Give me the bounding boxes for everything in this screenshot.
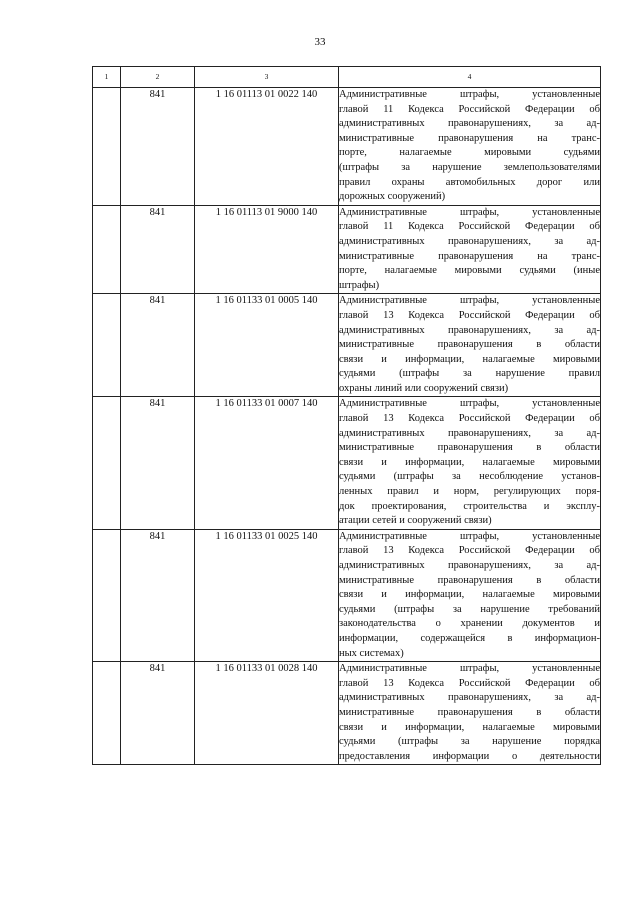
- header-col-2: 2: [121, 67, 195, 88]
- admin-code-cell: 841: [121, 529, 195, 661]
- row-col-1-cell: [93, 397, 121, 529]
- description-line: министративные правонарушения в области: [339, 339, 600, 351]
- description-line: Административные штрафы, установленные: [339, 530, 600, 542]
- description-line: связи и информации, налагаемые мировыми: [339, 456, 600, 468]
- description-line: министративные правонарушения в области: [339, 706, 600, 718]
- description-line: док проектирования, строительства и эксплу-: [339, 500, 600, 512]
- budget-codes-table: [92, 66, 601, 765]
- description-line: порте, налагаемые мировыми судьями: [339, 147, 600, 159]
- table-row: [93, 88, 601, 206]
- description-line: штрафы): [339, 279, 380, 291]
- description-line: главой 11 Кодекса Российской Федерации об: [339, 103, 600, 115]
- description-line: Административные штрафы, установленные: [339, 206, 600, 218]
- description-line: административных правонарушениях, за ад-: [339, 692, 600, 704]
- page-number: 33: [314, 36, 326, 48]
- budget-classification-code-cell: 1 16 01113 01 9000 140: [195, 205, 339, 294]
- budget-classification-code-cell: 1 16 01133 01 0007 140: [195, 397, 339, 529]
- description-line: административных правонарушениях, за ад-: [339, 118, 600, 130]
- description-line: главой 13 Кодекса Российской Федерации об: [339, 677, 600, 689]
- header-col-1: 1: [93, 67, 121, 88]
- description-line: порте, налагаемые мировыми судьями (иные: [339, 265, 600, 277]
- description-line: Административные штрафы, установленные: [339, 663, 600, 675]
- description-line: атации сетей и сооружений связи): [339, 515, 492, 527]
- revenue-description-cell: [339, 662, 601, 765]
- table-body: [93, 88, 601, 765]
- budget-classification-code-cell: 1 16 01133 01 0025 140: [195, 529, 339, 661]
- description-line: судьями (штрафы за нарушение порядка: [339, 736, 600, 748]
- description-line: информации, содержащейся в информацион-: [339, 632, 600, 644]
- description-line: главой 13 Кодекса Российской Федерации об: [339, 309, 600, 321]
- table-row: [93, 529, 601, 661]
- description-line: административных правонарушениях, за ад-: [339, 235, 600, 247]
- description-line: (штрафы за нарушение землепользователями: [339, 161, 600, 173]
- description-line: судьями (штрафы за нарушение требований: [339, 603, 600, 615]
- description-line: охраны линий или сооружений связи): [339, 382, 509, 394]
- admin-code-cell: 841: [121, 88, 195, 206]
- description-line: Административные штрафы, установленные: [339, 295, 600, 307]
- header-col-4: 4: [339, 67, 601, 88]
- description-line: административных правонарушениях, за ад-: [339, 560, 600, 571]
- row-col-1-cell: [93, 529, 121, 661]
- description-line: главой 11 Кодекса Российской Федерации об: [339, 221, 600, 233]
- description-line: связи и информации, налагаемые мировыми: [339, 721, 600, 733]
- description-line: ленных правил и норм, регулирующих поря-: [339, 486, 600, 498]
- table-row: [93, 205, 601, 294]
- budget-classification-code-cell: 1 16 01113 01 0022 140: [195, 88, 339, 206]
- admin-code-cell: 841: [121, 294, 195, 397]
- revenue-description-cell: [339, 205, 601, 294]
- budget-classification-code-cell: 1 16 01133 01 0005 140: [195, 294, 339, 397]
- admin-code-cell: 841: [121, 662, 195, 765]
- description-line: административных правонарушениях, за ад-: [339, 427, 600, 439]
- description-line: судьями (штрафы за несоблюдение установ-: [339, 471, 600, 483]
- description-line: законодательства о хранении документов и: [339, 618, 600, 630]
- description-line: министративные правонарушения в области: [339, 442, 600, 454]
- revenue-description-cell: [339, 529, 601, 661]
- revenue-description-cell: [339, 397, 601, 529]
- header-col-3: 3: [195, 67, 339, 88]
- description-line: связи и информации, налагаемые мировыми: [339, 353, 600, 365]
- row-col-1-cell: [93, 294, 121, 397]
- description-line: дорожных сооружений): [339, 191, 446, 203]
- budget-classification-code-cell: 1 16 01133 01 0028 140: [195, 662, 339, 765]
- admin-code-cell: 841: [121, 397, 195, 529]
- description-line: правил охраны автомобильных дорог или: [339, 176, 600, 188]
- table-row: [93, 662, 601, 765]
- description-line: главой 13 Кодекса Российской Федерации об: [339, 545, 600, 557]
- table-row: [93, 397, 601, 529]
- description-line: главой 13 Кодекса Российской Федерации об: [339, 413, 600, 425]
- row-col-1-cell: [93, 88, 121, 206]
- description-line: Административные штрафы, установленные: [339, 398, 600, 410]
- revenue-description-cell: [339, 294, 601, 397]
- description-line: связи и информации, налагаемые мировыми: [339, 589, 600, 601]
- description-line: Административные штрафы, установленные: [339, 89, 600, 100]
- description-line: административных правонарушениях, за ад-: [339, 324, 600, 336]
- revenue-description-cell: [339, 88, 601, 206]
- admin-code-cell: 841: [121, 205, 195, 294]
- table-header-row: [93, 67, 601, 88]
- description-line: предоставления информации о деятельности: [339, 750, 600, 762]
- row-col-1-cell: [93, 662, 121, 765]
- description-line: ных системах): [339, 647, 404, 659]
- description-line: судьями (штрафы за нарушение правил: [339, 368, 600, 380]
- table-row: [93, 294, 601, 397]
- row-col-1-cell: [93, 205, 121, 294]
- description-line: министративные правонарушения на транс-: [339, 132, 600, 144]
- description-line: министративные правонарушения на транс-: [339, 250, 600, 262]
- description-line: министративные правонарушения в области: [339, 574, 600, 586]
